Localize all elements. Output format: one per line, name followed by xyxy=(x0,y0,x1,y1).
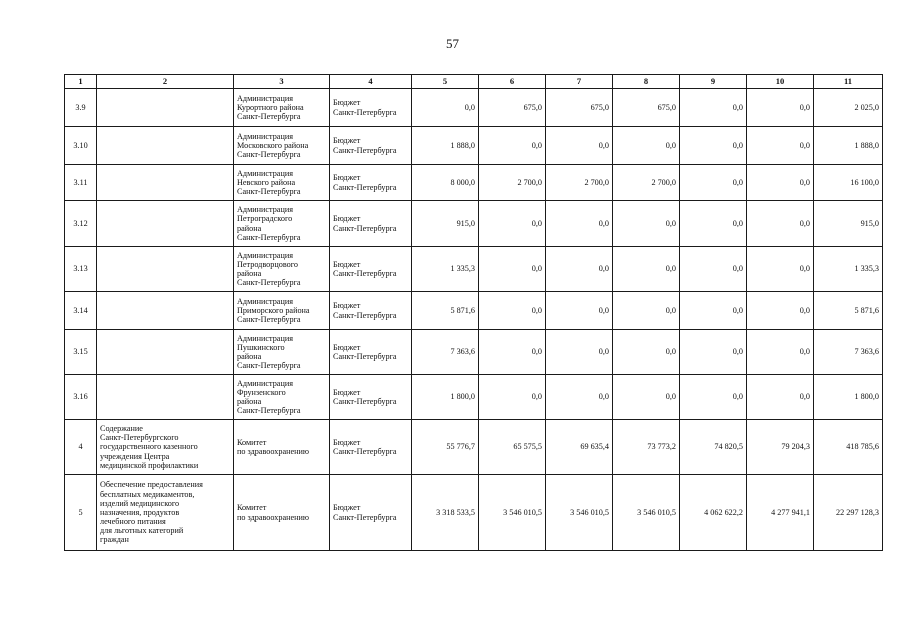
executor-line: по здравоохранению xyxy=(237,512,310,522)
executor-line: Петроградского xyxy=(237,214,293,224)
executor-line: Санкт-Петербурга xyxy=(237,150,301,160)
value-cell: 16 100,0 xyxy=(814,165,883,201)
value-cell: 915,0 xyxy=(814,201,883,247)
value-cell: 0,0 xyxy=(546,375,613,420)
value-cell: 675,0 xyxy=(546,89,613,127)
executor-line: Санкт-Петербурга xyxy=(237,278,301,288)
row-executor xyxy=(234,375,330,420)
source-line: Бюджет xyxy=(333,503,361,513)
value-cell: 0,0 xyxy=(546,330,613,375)
executor-line: Московского района xyxy=(237,140,309,150)
executor-line: Комитет xyxy=(237,503,267,513)
row-source xyxy=(330,420,412,475)
executor-line: Администрация xyxy=(237,378,293,388)
source-line: Санкт-Петербурга xyxy=(333,223,397,233)
value-cell: 3 546 010,5 xyxy=(546,475,613,551)
value-cell: 0,0 xyxy=(479,127,546,165)
description-line: бесплатных медикаментов, xyxy=(100,489,195,499)
source-line: Бюджет xyxy=(333,98,361,108)
row-number: 3.14 xyxy=(65,292,97,330)
value-cell: 0,0 xyxy=(479,330,546,375)
description-line: граждан xyxy=(100,535,129,545)
value-cell: 0,0 xyxy=(680,127,747,165)
value-cell: 55 776,7 xyxy=(412,420,479,475)
value-cell: 73 773,2 xyxy=(613,420,680,475)
description-line: лечебного питания xyxy=(100,517,166,527)
value-cell: 3 318 533,5 xyxy=(412,475,479,551)
executor-line: Администрация xyxy=(237,131,293,141)
source-line: Бюджет xyxy=(333,136,361,146)
value-cell: 0,0 xyxy=(747,127,814,165)
value-cell: 0,0 xyxy=(680,165,747,201)
executor-line: Администрация xyxy=(237,296,293,306)
description-line: назначения, продуктов xyxy=(100,507,180,517)
row-source xyxy=(330,247,412,292)
executor-line: района xyxy=(237,223,262,233)
value-cell: 2 700,0 xyxy=(613,165,680,201)
executor-line: Санкт-Петербурга xyxy=(237,187,301,197)
table-row xyxy=(65,247,883,292)
row-description xyxy=(97,247,234,292)
header-cell: 5 xyxy=(412,75,479,89)
row-executor xyxy=(234,247,330,292)
table-header-row xyxy=(65,75,883,89)
value-cell: 4 277 941,1 xyxy=(747,475,814,551)
value-cell: 0,0 xyxy=(613,201,680,247)
value-cell: 2 700,0 xyxy=(479,165,546,201)
source-line: Санкт-Петербурга xyxy=(333,269,397,278)
description-line: государственного казенного xyxy=(100,442,198,452)
header-cell: 1 xyxy=(65,75,97,89)
executor-line: Комитет xyxy=(237,437,267,447)
source-line: Бюджет xyxy=(333,437,361,447)
executor-line: Курортного района xyxy=(237,102,304,112)
source-line: Бюджет xyxy=(333,214,361,224)
row-number: 3.9 xyxy=(65,89,97,127)
value-cell: 675,0 xyxy=(479,89,546,127)
value-cell: 0,0 xyxy=(747,165,814,201)
row-executor xyxy=(234,201,330,247)
value-cell: 0,0 xyxy=(747,247,814,292)
table-row xyxy=(65,89,883,127)
value-cell: 8 000,0 xyxy=(412,165,479,201)
value-cell: 0,0 xyxy=(680,89,747,127)
value-cell: 1 888,0 xyxy=(814,127,883,165)
executor-line: Санкт-Петербурга xyxy=(237,112,301,122)
source-line: Бюджет xyxy=(333,387,361,397)
row-executor xyxy=(234,165,330,201)
source-line: Бюджет xyxy=(333,259,361,269)
header-cell: 10 xyxy=(747,75,814,89)
row-number: 3.12 xyxy=(65,201,97,247)
source-line: Санкт-Петербурга xyxy=(333,352,397,361)
row-source xyxy=(330,165,412,201)
source-line: Санкт-Петербурга xyxy=(333,182,397,192)
value-cell: 5 871,6 xyxy=(814,292,883,330)
value-cell: 0,0 xyxy=(412,89,479,127)
source-line: Бюджет xyxy=(333,301,361,311)
executor-line: Администрация xyxy=(237,205,293,215)
value-cell: 0,0 xyxy=(479,201,546,247)
value-cell: 1 335,3 xyxy=(412,247,479,292)
executor-line: Санкт-Петербурга xyxy=(237,315,301,325)
row-description xyxy=(97,201,234,247)
table-row xyxy=(65,201,883,247)
executor-line: Администрация xyxy=(237,250,293,260)
header-cell: 4 xyxy=(330,75,412,89)
executor-line: Администрация xyxy=(237,168,293,178)
row-executor xyxy=(234,420,330,475)
value-cell: 0,0 xyxy=(680,201,747,247)
value-cell: 7 363,6 xyxy=(412,330,479,375)
value-cell: 0,0 xyxy=(613,127,680,165)
value-cell: 74 820,5 xyxy=(680,420,747,475)
row-description xyxy=(97,165,234,201)
description-line: для льготных категорий xyxy=(100,526,184,536)
description-line: Санкт-Петербургского xyxy=(100,433,179,443)
row-executor xyxy=(234,292,330,330)
page-number: 57 xyxy=(446,36,459,51)
row-description xyxy=(97,330,234,375)
value-cell: 7 363,6 xyxy=(814,330,883,375)
row-number: 3.16 xyxy=(65,375,97,420)
value-cell: 0,0 xyxy=(747,292,814,330)
row-executor xyxy=(234,127,330,165)
row-number: 3.15 xyxy=(65,330,97,375)
value-cell: 0,0 xyxy=(479,292,546,330)
row-source xyxy=(330,127,412,165)
value-cell: 675,0 xyxy=(613,89,680,127)
table-row xyxy=(65,375,883,420)
value-cell: 4 062 622,2 xyxy=(680,475,747,551)
value-cell: 915,0 xyxy=(412,201,479,247)
row-description xyxy=(97,475,234,551)
header-cell: 11 xyxy=(814,75,883,89)
executor-line: Администрация xyxy=(237,333,293,343)
executor-line: Фрунзенского xyxy=(237,387,286,397)
row-source xyxy=(330,330,412,375)
row-executor xyxy=(234,89,330,127)
executor-line: Петродворцового xyxy=(237,259,298,269)
row-source xyxy=(330,89,412,127)
value-cell: 0,0 xyxy=(613,292,680,330)
row-source xyxy=(330,201,412,247)
value-cell: 0,0 xyxy=(546,247,613,292)
source-line: Санкт-Петербурга xyxy=(333,107,397,117)
row-description xyxy=(97,420,234,475)
source-line: Санкт-Петербурга xyxy=(333,447,397,456)
table-row xyxy=(65,475,883,551)
value-cell: 0,0 xyxy=(680,247,747,292)
table-row xyxy=(65,420,883,475)
budget-table xyxy=(64,74,883,551)
row-executor xyxy=(234,330,330,375)
source-line: Санкт-Петербурга xyxy=(333,512,397,522)
value-cell: 1 888,0 xyxy=(412,127,479,165)
executor-line: Санкт-Петербурга xyxy=(237,232,301,242)
source-line: Санкт-Петербурга xyxy=(333,145,397,155)
value-cell: 0,0 xyxy=(546,201,613,247)
header-cell: 7 xyxy=(546,75,613,89)
row-number: 3.10 xyxy=(65,127,97,165)
header-cell: 2 xyxy=(97,75,234,89)
value-cell: 2 700,0 xyxy=(546,165,613,201)
row-number: 5 xyxy=(65,475,97,551)
table-row xyxy=(65,165,883,201)
value-cell: 0,0 xyxy=(680,330,747,375)
description-line: Содержание xyxy=(100,424,143,434)
source-line: Санкт-Петербурга xyxy=(333,310,397,320)
row-executor xyxy=(234,475,330,551)
executor-line: Администрация xyxy=(237,93,293,103)
executor-line: Санкт-Петербурга xyxy=(237,361,301,371)
value-cell: 0,0 xyxy=(613,330,680,375)
row-source xyxy=(330,292,412,330)
row-description xyxy=(97,127,234,165)
value-cell: 0,0 xyxy=(546,292,613,330)
source-line: Санкт-Петербурга xyxy=(333,397,397,406)
table-row xyxy=(65,292,883,330)
description-line: изделий медицинского xyxy=(100,498,180,508)
description-line: Обеспечение предоставления xyxy=(100,480,203,490)
executor-line: по здравоохранению xyxy=(237,447,310,456)
value-cell: 1 335,3 xyxy=(814,247,883,292)
value-cell: 65 575,5 xyxy=(479,420,546,475)
header-cell: 9 xyxy=(680,75,747,89)
executor-line: Невского района xyxy=(237,177,296,187)
executor-line: района xyxy=(237,352,262,361)
value-cell: 22 297 128,3 xyxy=(814,475,883,551)
value-cell: 69 635,4 xyxy=(546,420,613,475)
value-cell: 2 025,0 xyxy=(814,89,883,127)
value-cell: 418 785,6 xyxy=(814,420,883,475)
value-cell: 3 546 010,5 xyxy=(479,475,546,551)
description-line: учреждения Центра xyxy=(100,451,170,461)
value-cell: 0,0 xyxy=(747,201,814,247)
row-source xyxy=(330,375,412,420)
value-cell: 1 800,0 xyxy=(814,375,883,420)
executor-line: района xyxy=(237,269,262,278)
executor-line: Приморского района xyxy=(237,305,310,315)
row-description xyxy=(97,89,234,127)
header-cell: 3 xyxy=(234,75,330,89)
value-cell: 0,0 xyxy=(680,375,747,420)
row-number: 3.11 xyxy=(65,165,97,201)
value-cell: 0,0 xyxy=(613,375,680,420)
executor-line: Пушкинского xyxy=(237,342,285,352)
source-line: Бюджет xyxy=(333,173,361,183)
value-cell: 0,0 xyxy=(747,375,814,420)
value-cell: 0,0 xyxy=(479,247,546,292)
value-cell: 5 871,6 xyxy=(412,292,479,330)
value-cell: 0,0 xyxy=(479,375,546,420)
header-cell: 8 xyxy=(613,75,680,89)
value-cell: 3 546 010,5 xyxy=(613,475,680,551)
value-cell: 79 204,3 xyxy=(747,420,814,475)
row-description xyxy=(97,292,234,330)
value-cell: 0,0 xyxy=(680,292,747,330)
executor-line: района xyxy=(237,397,262,406)
table-row xyxy=(65,330,883,375)
row-number: 4 xyxy=(65,420,97,475)
source-line: Бюджет xyxy=(333,342,361,352)
row-description xyxy=(97,375,234,420)
value-cell: 1 800,0 xyxy=(412,375,479,420)
row-source xyxy=(330,475,412,551)
value-cell: 0,0 xyxy=(747,89,814,127)
value-cell: 0,0 xyxy=(613,247,680,292)
row-number: 3.13 xyxy=(65,247,97,292)
value-cell: 0,0 xyxy=(747,330,814,375)
executor-line: Санкт-Петербурга xyxy=(237,406,301,416)
header-cell: 6 xyxy=(479,75,546,89)
table-row xyxy=(65,127,883,165)
description-line: медицинской профилактики xyxy=(100,460,199,470)
value-cell: 0,0 xyxy=(546,127,613,165)
